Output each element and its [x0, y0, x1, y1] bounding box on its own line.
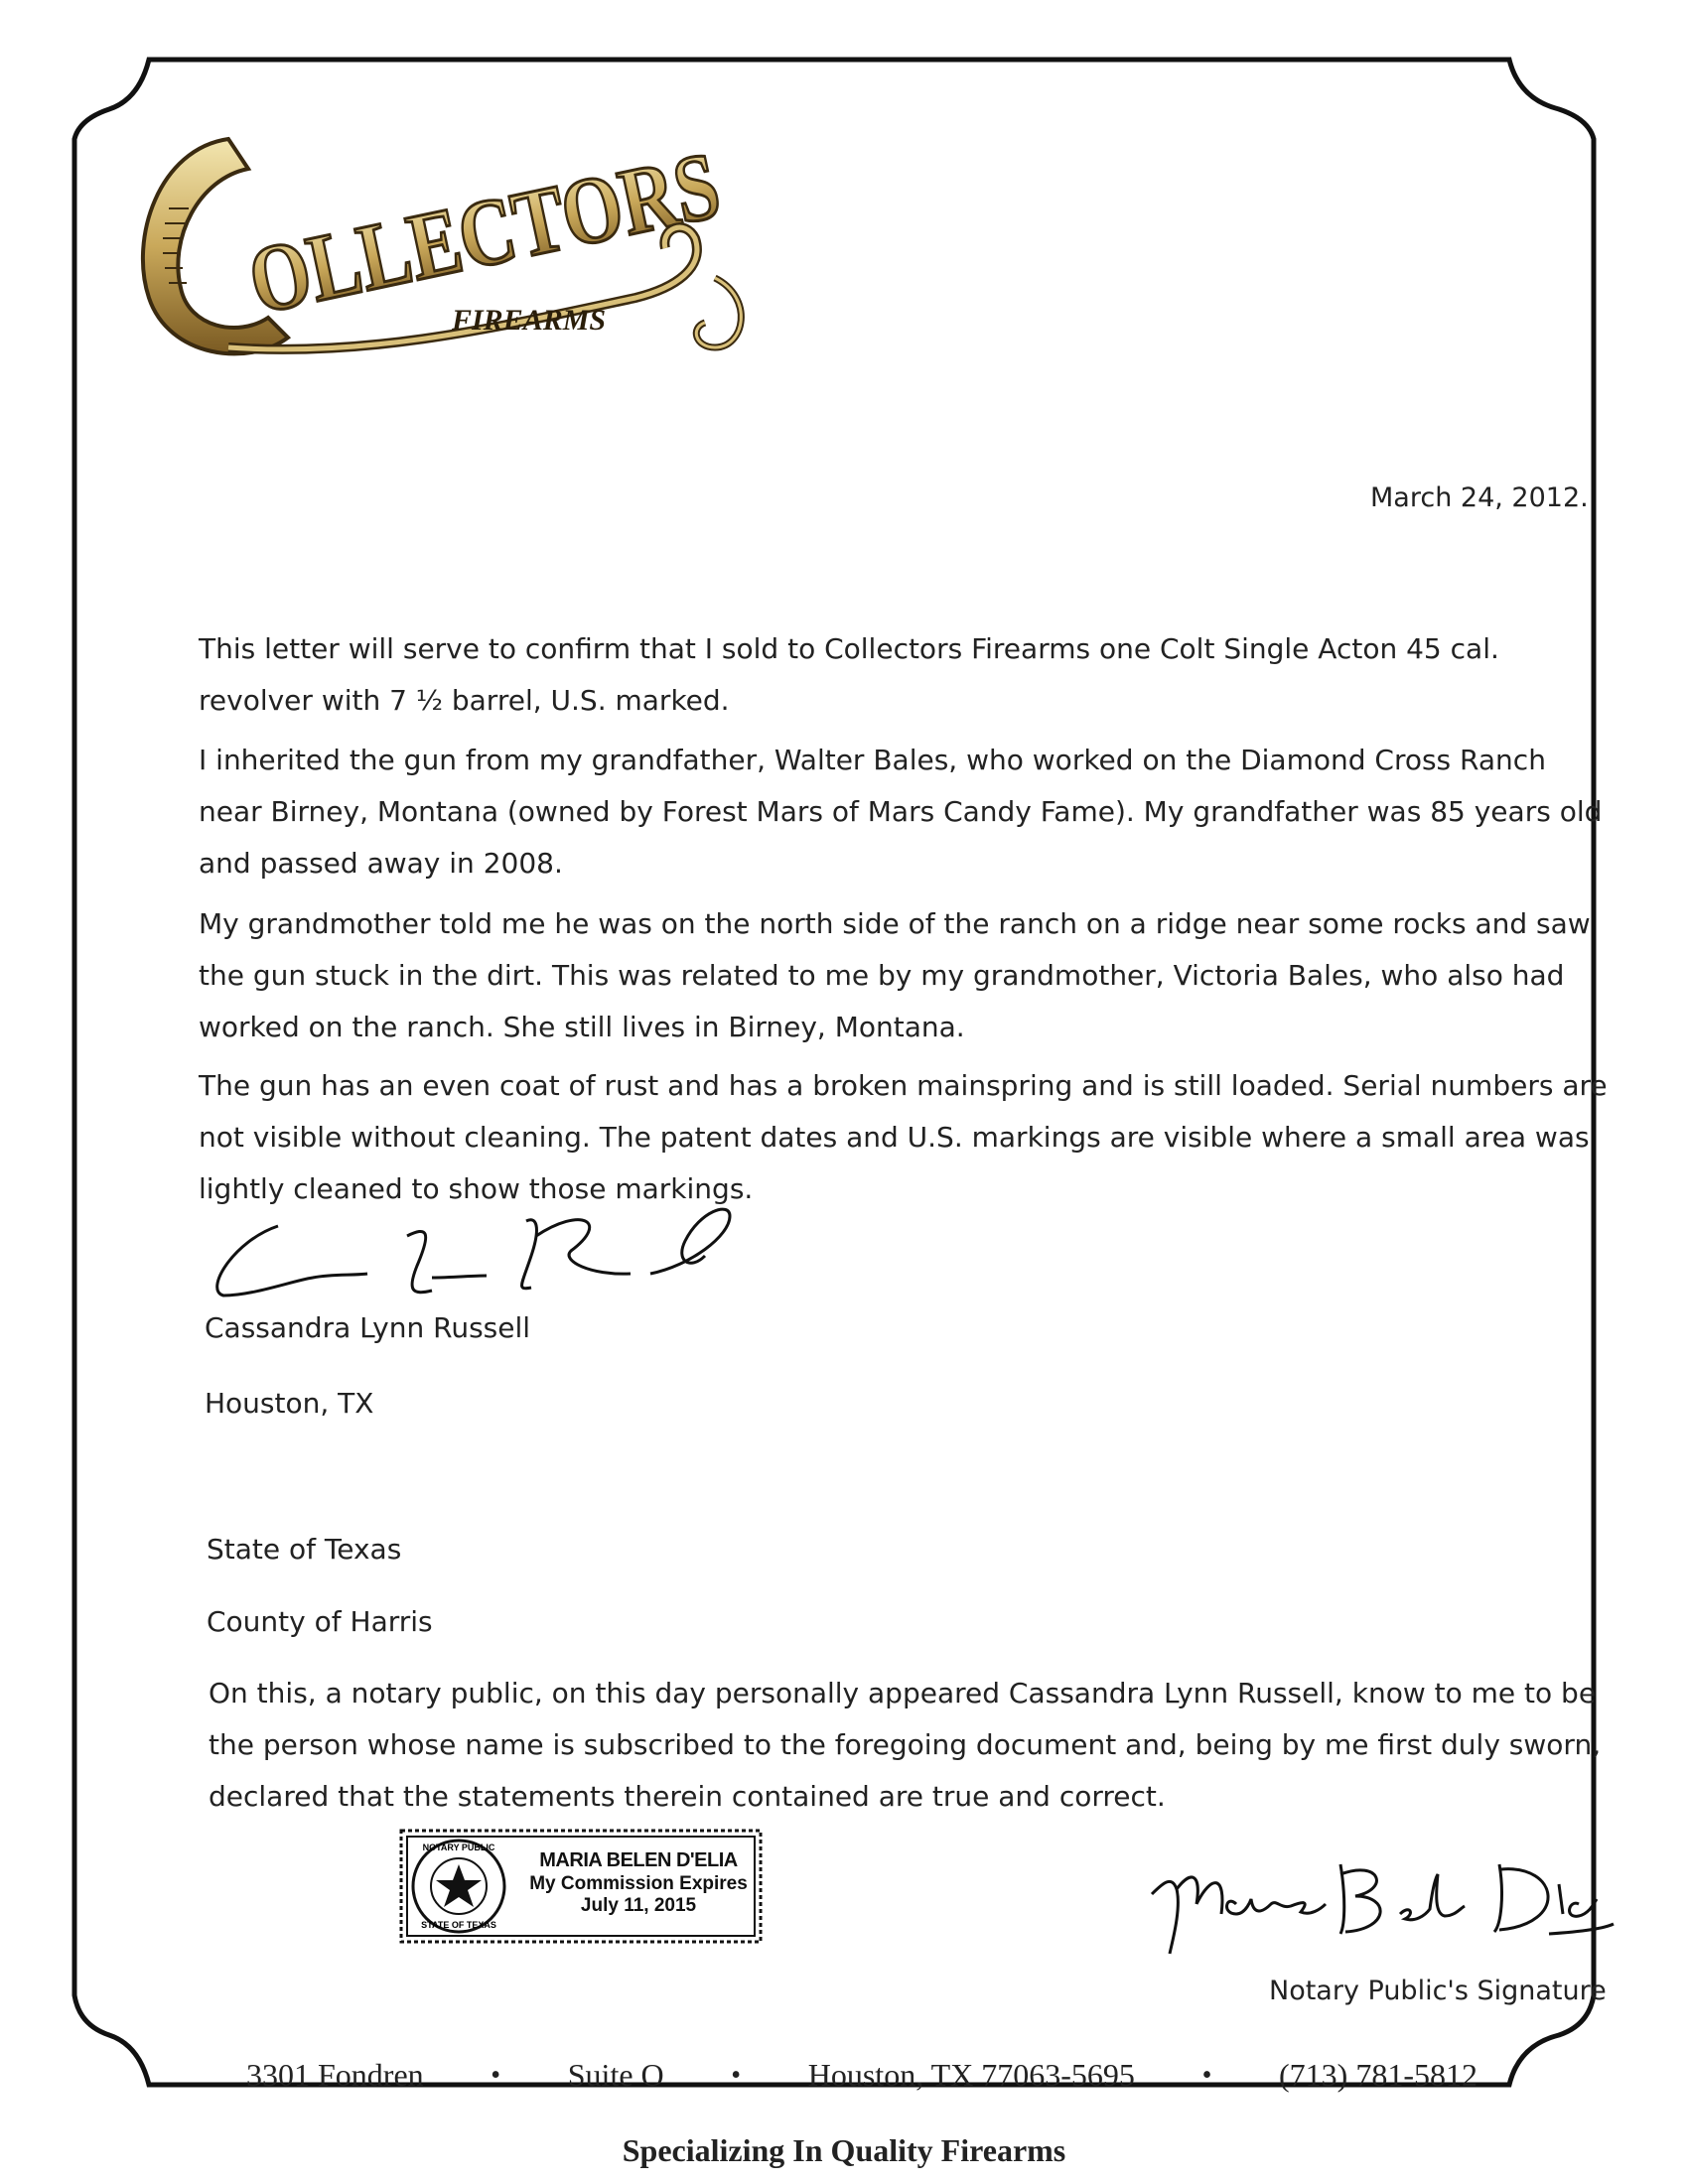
footer-separator: • [1201, 2059, 1212, 2091]
stamp-commission-label: My Commission Expires [529, 1873, 748, 1894]
notary-signature-label: Notary Public's Signature [1269, 1976, 1607, 2006]
signer-name: Cassandra Lynn Russell [205, 1311, 531, 1344]
paragraph-condition: The gun has an even coat of rust and has a broken mainspring and is still loaded. Serial numbers are not visible without cleaning. The patent dates and U.S. markings are visible where a small area was lightly cleaned to show those markings. [199, 1069, 1608, 1205]
footer-city: Houston, TX 77063-5695 [807, 2057, 1135, 2093]
paragraph-sale: This letter will serve to confirm that I sold to Collectors Firearms one Colt Single Acton 45 cal. revolver with 7 ½ barrel, U.S. marked. [199, 632, 1499, 717]
signer-city: Houston, TX [205, 1387, 374, 1420]
svg-text:FIREARMS: FIREARMS [452, 304, 607, 337]
footer-address [246, 2057, 1477, 2094]
letter-date: March 24, 2012. [1370, 482, 1589, 513]
footer-tagline: Specializing In Quality Firearms [622, 2132, 1066, 2168]
seal-bottom-text: STATE OF TEXAS [421, 1920, 496, 1930]
footer-street: 3301 Fondren [246, 2057, 424, 2093]
paragraph-inheritance: I inherited the gun from my grandfather, Walter Bales, who worked on the Diamond Cross Ranch near Birney, Montana (owned by Forest Mars of Mars Candy Fame). My grandfather was 85 years old and passed away in 2008. [199, 744, 1603, 880]
footer-phone: (713) 781-5812 [1279, 2057, 1477, 2093]
stamp-expiry-date: July 11, 2015 [580, 1895, 697, 1916]
notary-statement: On this, a notary public, on this day personally appeared Cassandra Lynn Russell, know to me to be the person whose name is subscribed to the foregoing document and, being by me first duly sworn, declared that the statements therein contained are true and correct. [209, 1677, 1602, 1813]
paragraph-discovery: My grandmother told me he was on the north side of the ranch on a ridge near some rocks and saw the gun stuck in the dirt. This was related to me by my grandmother, Victoria Bales, who also had worked on the ranch. She still lives in Birney, Montana. [199, 907, 1591, 1043]
stamp-notary-name: MARIA BELEN D'ELIA [539, 1849, 738, 1871]
notary-signature [1142, 1835, 1618, 1974]
footer-separator: • [731, 2059, 742, 2091]
notary-stamp [397, 1825, 767, 1948]
collectors-firearms-logo [119, 99, 755, 387]
footer-suite: Suite O [567, 2057, 664, 2093]
svg-text:OLLECTORS: OLLECTORS [239, 107, 755, 335]
footer-separator: • [491, 2059, 501, 2091]
notary-county: County of Harris [207, 1605, 433, 1638]
seal-top-text: NOTARY PUBLIC [422, 1843, 495, 1852]
notary-state: State of Texas [207, 1533, 402, 1566]
